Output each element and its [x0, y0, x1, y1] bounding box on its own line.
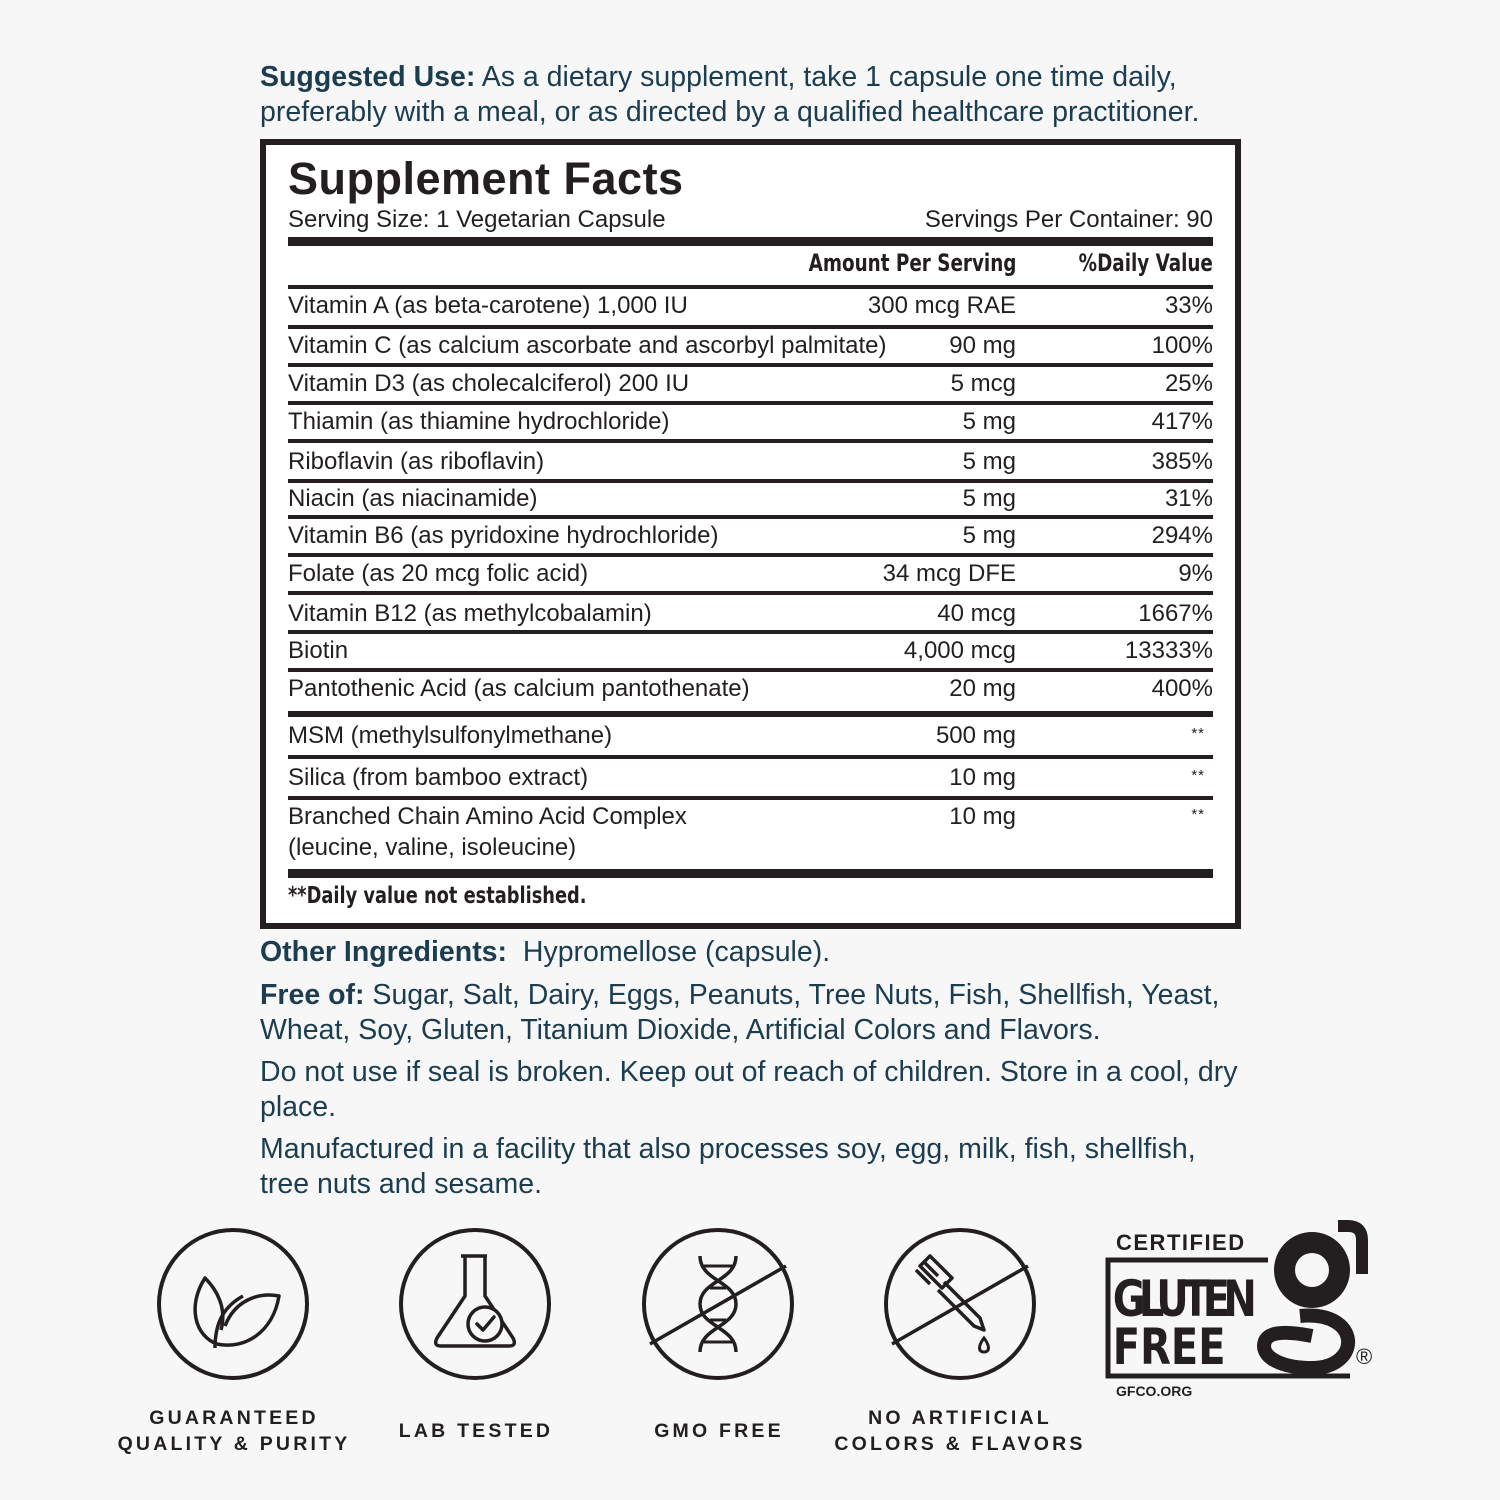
nutrient-name: Vitamin B12 (as methylcobalamin) — [288, 600, 652, 627]
nutrient-name: Branched Chain Amino Acid Complex — [288, 803, 687, 830]
nutrient-amount: 10 mg — [949, 764, 1016, 791]
leaf-icon — [155, 1226, 311, 1382]
header-daily-value: %Daily Value — [1078, 249, 1213, 277]
nutrient-name: Vitamin D3 (as cholecalciferol) 200 IU — [288, 370, 690, 397]
free-of — [260, 978, 1240, 1048]
row-divider — [288, 479, 1213, 483]
logo-free-text: FREE — [1112, 1317, 1226, 1377]
nutrient-name-line2: (leucine, valine, isoleucine) — [288, 834, 577, 861]
nutrient-amount: 40 mcg — [937, 600, 1016, 627]
other-ingredients-label: Other Ingredients: — [260, 936, 508, 968]
supplement-facts-panel — [260, 139, 1241, 929]
nutrient-daily-value: ** — [1191, 725, 1205, 742]
other-ingredients-text: Hypromellose (capsule). — [507, 936, 831, 968]
row-divider — [288, 591, 1213, 595]
serving-size: Serving Size: 1 Vegetarian Capsule — [288, 206, 666, 233]
nutrient-daily-value: 13333% — [1124, 637, 1213, 664]
facts-footnote: **Daily value not established. — [288, 883, 587, 909]
nutrient-daily-value: 31% — [1164, 485, 1213, 512]
nutrient-daily-value: 385% — [1151, 448, 1213, 475]
row-divider — [288, 439, 1213, 443]
free-of-label: Free of: — [260, 979, 365, 1011]
row-divider — [288, 363, 1213, 367]
nutrient-name: Niacin (as niacinamide) — [288, 485, 538, 512]
row-divider — [288, 515, 1213, 519]
nutrient-daily-value: 100% — [1151, 332, 1213, 359]
nutrient-amount: 4,000 mcg — [903, 637, 1016, 664]
badge-label-line1: NO ARTIFICIAL — [868, 1407, 1052, 1429]
dropper-crossed-icon — [882, 1226, 1038, 1382]
row-divider — [288, 553, 1213, 557]
nutrient-amount: 300 mcg RAE — [867, 292, 1016, 319]
nutrient-amount: 5 mg — [962, 485, 1016, 512]
nutrient-name: Biotin — [288, 637, 349, 664]
flask-check-icon — [397, 1226, 553, 1382]
badge-lab-tested — [336, 1418, 616, 1444]
nutrient-amount: 5 mg — [962, 522, 1016, 549]
nutrient-name: Silica (from bamboo extract) — [288, 764, 589, 791]
badge-label-line1: LAB TESTED — [398, 1420, 554, 1442]
badge-label-line2: COLORS & FLAVORS — [834, 1433, 1086, 1455]
nutrient-name: Pantothenic Acid (as calcium pantothenate) — [288, 675, 750, 702]
logo-gluten-text: GLUTEN — [1112, 1269, 1257, 1329]
nutrient-daily-value: 400% — [1151, 675, 1213, 702]
nutrient-name: Vitamin A (as beta-carotene) 1,000 IU — [288, 292, 688, 319]
gluten-free-logo — [1100, 1218, 1382, 1400]
nutrient-name: Riboflavin (as riboflavin) — [288, 448, 545, 475]
nutrient-amount: 5 mcg — [950, 370, 1016, 397]
row-divider — [288, 711, 1213, 717]
row-divider — [288, 668, 1213, 672]
logo-url-text: GFCO.ORG — [1116, 1383, 1193, 1399]
suggested-use-label: Suggested Use: — [260, 61, 476, 93]
nutrient-amount: 10 mg — [949, 803, 1016, 830]
nutrient-name: Vitamin C (as calcium ascorbate and ascorbyl palmitate) — [288, 332, 887, 359]
servings-per-container: Servings Per Container: 90 — [924, 206, 1213, 233]
nutrient-daily-value: ** — [1191, 767, 1205, 784]
nutrient-amount: 20 mg — [949, 675, 1016, 702]
dna-crossed-icon — [640, 1226, 796, 1382]
nutrient-amount: 5 mg — [962, 448, 1016, 475]
header-rule — [288, 285, 1213, 289]
badge-label-line2: QUALITY & PURITY — [117, 1433, 351, 1455]
row-divider — [288, 755, 1213, 759]
nutrient-daily-value: 294% — [1151, 522, 1213, 549]
nutrient-daily-value: 33% — [1164, 292, 1213, 319]
suggested-use — [260, 60, 1240, 130]
row-divider — [288, 401, 1213, 405]
badge-label-line1: GUARANTEED — [149, 1407, 319, 1429]
row-divider — [288, 630, 1213, 634]
nutrient-amount: 90 mg — [949, 332, 1016, 359]
nutrient-amount: 500 mg — [935, 722, 1016, 749]
nutrient-amount: 5 mg — [962, 408, 1016, 435]
bottom-thick-rule — [288, 869, 1213, 878]
nutrient-daily-value: ** — [1191, 806, 1205, 823]
nutrient-daily-value: 9% — [1178, 560, 1213, 587]
badge-label-line1: GMO FREE — [654, 1420, 784, 1442]
nutrient-name: MSM (methylsulfonylmethane) — [288, 722, 613, 749]
nutrient-name: Folate (as 20 mcg folic acid) — [288, 560, 589, 587]
row-divider — [288, 325, 1213, 329]
logo-certified-text: CERTIFIED — [1116, 1230, 1246, 1255]
nutrient-amount: 34 mcg DFE — [882, 560, 1016, 587]
nutrient-daily-value: 417% — [1151, 408, 1213, 435]
facility-warning: Manufactured in a facility that also processes soy, egg, milk, fish, shellfish, tree nuts and sesame. — [260, 1133, 1196, 1200]
seal-warning: Do not use if seal is broken. Keep out of reach of children. Store in a cool, dry place. — [260, 1056, 1238, 1123]
header-amount-per-serving: Amount Per Serving — [808, 249, 1016, 277]
thick-rule — [288, 237, 1213, 246]
suggested-use-text: As a dietary supplement, take 1 capsule one time daily, preferably with a meal, or as directed by a qualified healthcare practitioner. — [260, 61, 1200, 128]
nutrient-daily-value: 1667% — [1138, 600, 1213, 627]
badge-gmo-free — [579, 1418, 859, 1444]
registered-mark: ® — [1356, 1344, 1373, 1369]
nutrient-daily-value: 25% — [1164, 370, 1213, 397]
other-ingredients — [260, 935, 1240, 970]
facts-title: Supplement Facts — [288, 153, 684, 204]
nutrient-name: Thiamin (as thiamine hydrochloride) — [288, 408, 670, 435]
row-divider — [288, 796, 1213, 800]
badge-no-artificial — [820, 1405, 1100, 1457]
badge-quality-purity — [94, 1405, 374, 1457]
nutrient-name: Vitamin B6 (as pyridoxine hydrochloride) — [288, 522, 719, 549]
free-of-text: Sugar, Salt, Dairy, Eggs, Peanuts, Tree Nuts, Fish, Shellfish, Yeast, Wheat, Soy, Gluten, Titanium Dioxide, Artificial Colors and Flavors. — [260, 979, 1220, 1046]
